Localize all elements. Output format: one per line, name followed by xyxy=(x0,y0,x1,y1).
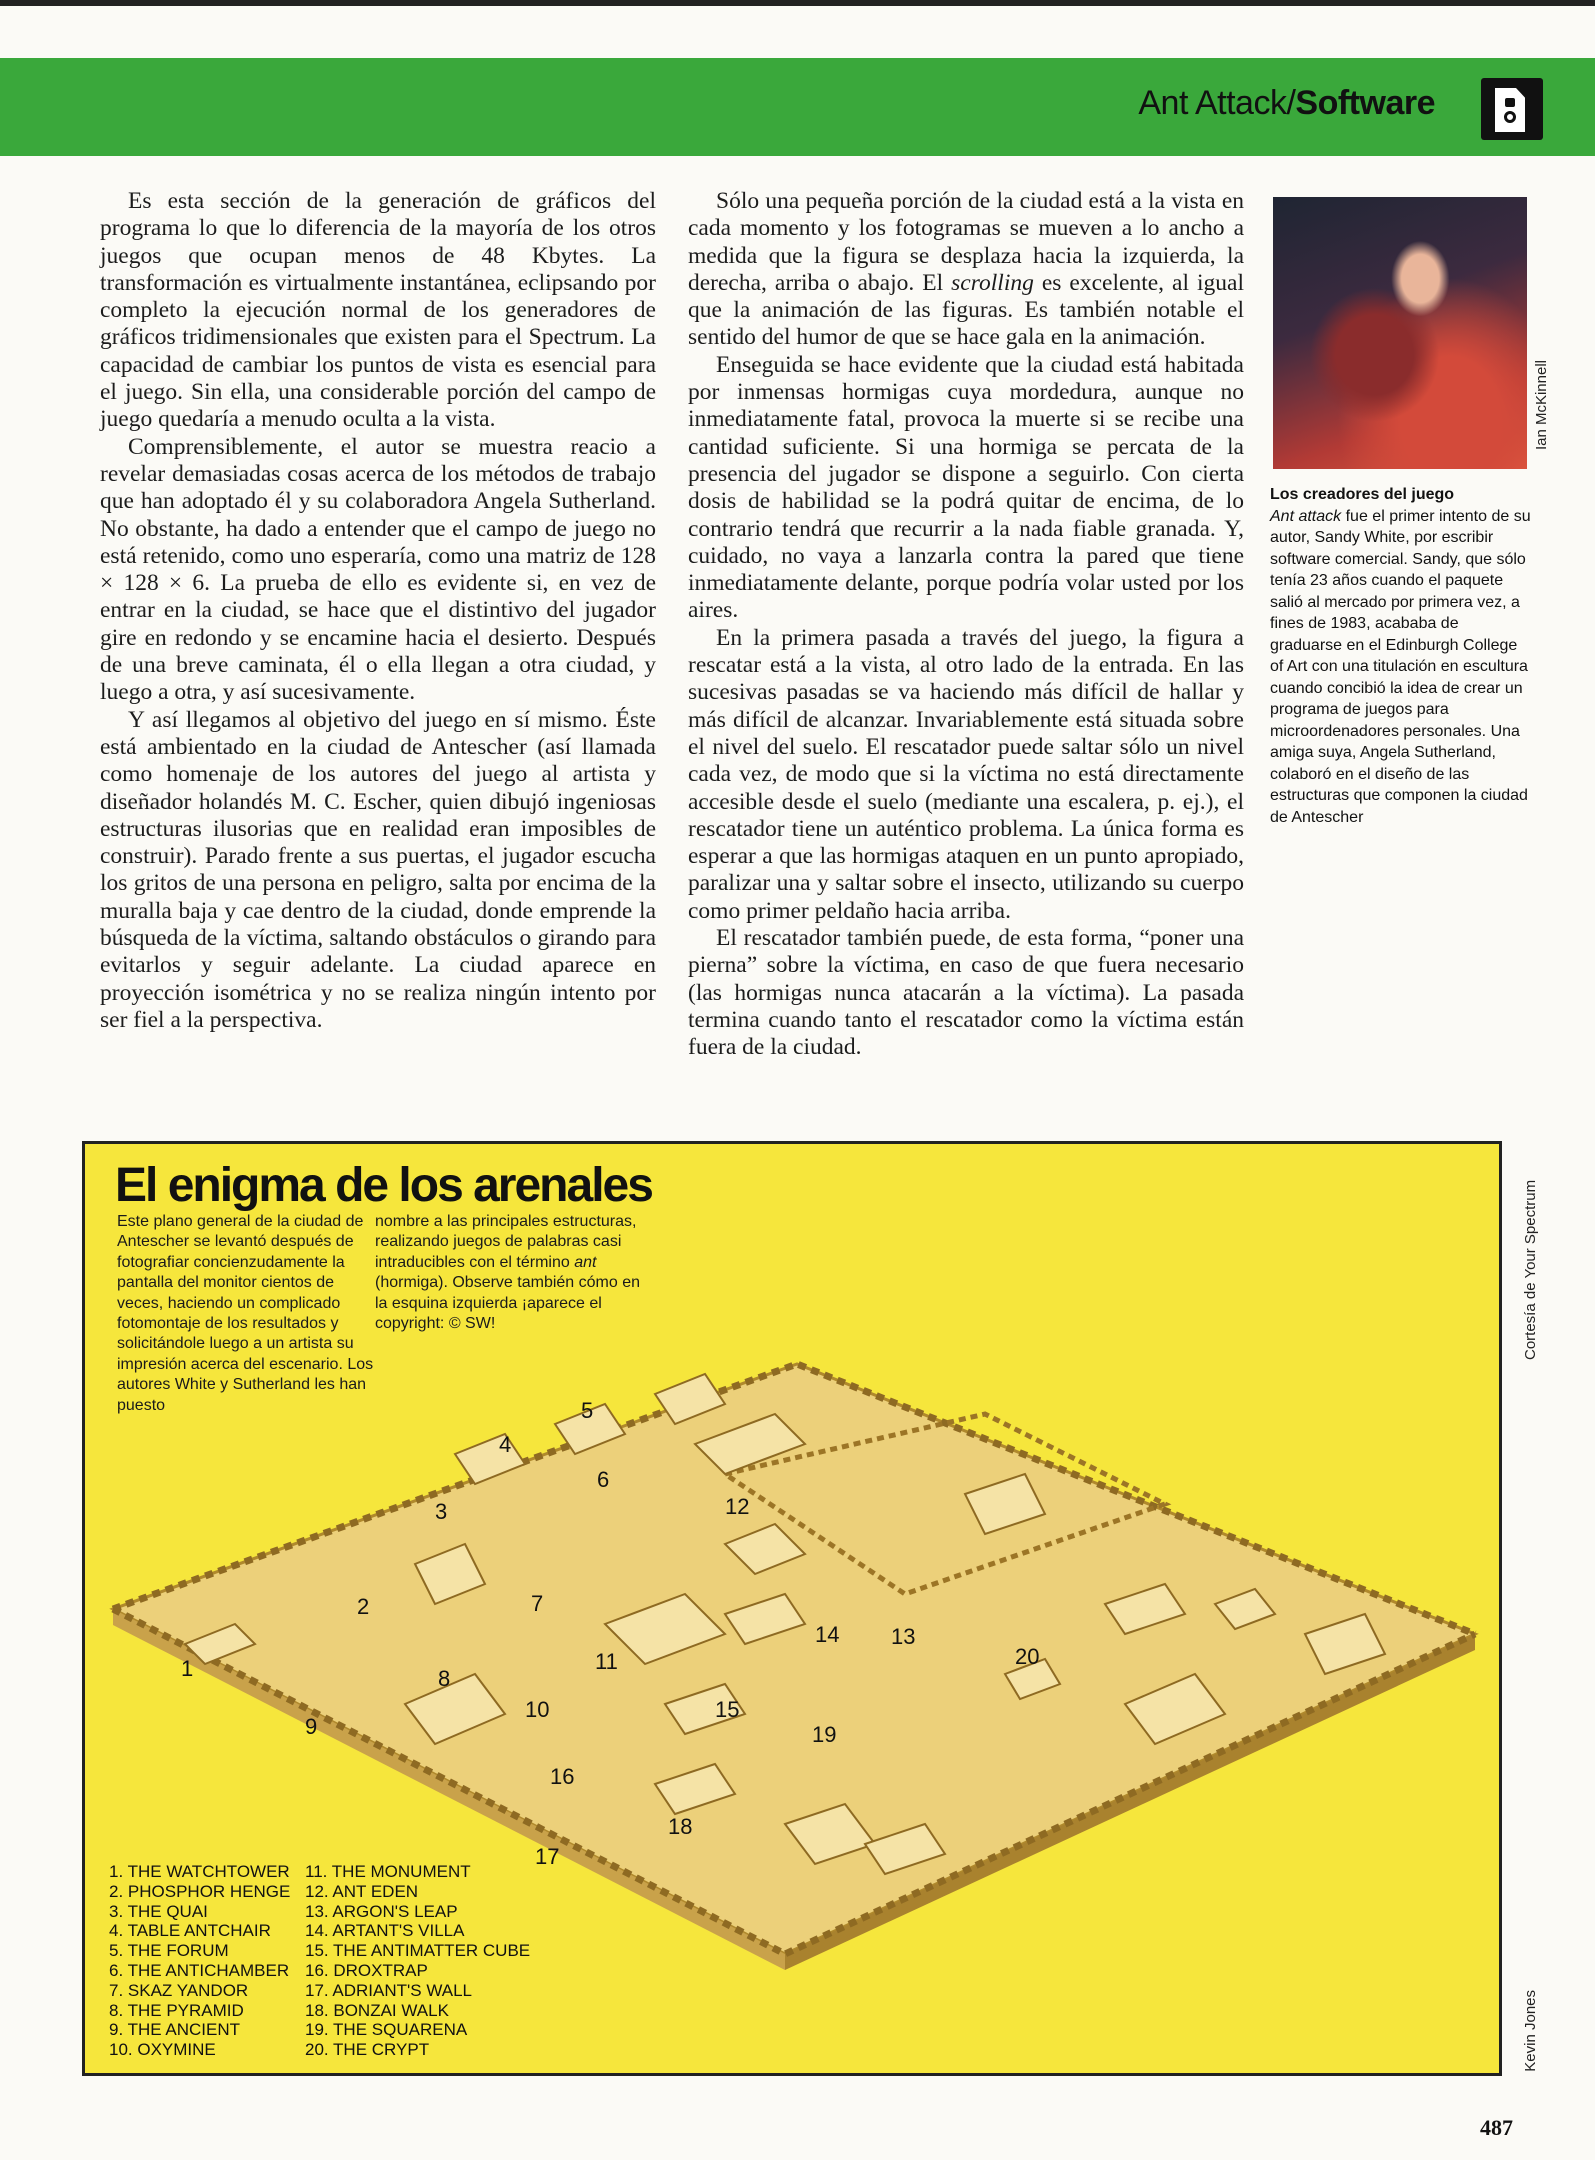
map-number: 10 xyxy=(525,1697,550,1722)
legend-right xyxy=(305,1862,530,2060)
legend-item: 8. THE PYRAMID xyxy=(109,2000,244,2020)
map-number: 7 xyxy=(531,1591,544,1616)
paragraph: El rescatador también puede, de esta forma, “poner una pierna” sobre la víctima, en caso de que fuera necesario (las hormigas nunca atacarán a la víctima). La pasada termina cuando tanto el rescatador como la víctima están fuera de la ciudad. xyxy=(688,925,1244,1061)
legend-item: 5. THE FORUM xyxy=(109,1941,229,1961)
map-number: 16 xyxy=(550,1764,575,1789)
map-number: 13 xyxy=(891,1624,916,1649)
map-number: 18 xyxy=(668,1814,693,1839)
author-photo xyxy=(1273,197,1527,469)
legend-item: 14. ARTANT'S VILLA xyxy=(305,1921,465,1941)
header-category: Software xyxy=(1295,84,1435,122)
map-panel xyxy=(82,1141,1502,2076)
legend-item: 6. THE ANTICHAMBER xyxy=(109,1960,290,1980)
map-number: 15 xyxy=(715,1697,740,1722)
paragraph: Sólo una pequeña porción de la ciudad está a la vista en cada momento y los fotogramas se mueven a lo ancho a medida que la figura se desplaza hacia la izquierda, la derecha, arriba o abajo. El scrolling es excelente, al igual que la animación de las figuras. Es también notable el sentido del humor de que se hace gala en la animación. xyxy=(688,188,1244,351)
legend-item: 3. THE QUAI xyxy=(109,1901,208,1921)
map-number: 3 xyxy=(435,1499,448,1524)
legend-item: 11. THE MONUMENT xyxy=(305,1862,471,1881)
map-number: 19 xyxy=(812,1722,837,1747)
legend-left xyxy=(109,1862,290,2060)
map-number: 12 xyxy=(725,1494,750,1519)
legend-item: 10. OXYMINE xyxy=(109,2040,216,2060)
panel-intro-2: nombre a las principales estructuras, realizando juegos de palabras casi intraducibles con el término ant (hormiga). Observe también cómo en la esquina izquierda ¡aparece el copyright: © SW! xyxy=(375,1213,640,1333)
map-number: 14 xyxy=(815,1622,840,1647)
legend-item: 9. THE ANCIENT xyxy=(109,2020,240,2040)
paragraph: Enseguida se hace evidente que la ciudad está habitada por inmensas hormigas cuya mordedura, aunque no inmediatamente fatal, provoca la muerte si se recibe una cantidad suficiente. Si una hormiga se percata de la presencia del jugador se dispone a seguirlo. Con cierta dosis de habilidad se la podrá quitar de encima, de lo contrario tendrá que recurrir a la nada fiable granada. Y, cuidado, no vaya a lanzarla contra la pared que tiene inmediatamente delante, porque podría volar usted por los aires. xyxy=(688,351,1244,624)
article-column-1 xyxy=(100,188,656,1034)
map-number: 5 xyxy=(581,1398,594,1423)
legend-item: 1. THE WATCHTOWER xyxy=(109,1862,290,1881)
top-rule xyxy=(0,0,1595,6)
map-number: 4 xyxy=(499,1432,512,1457)
page-number: 487 xyxy=(1480,2115,1513,2140)
paragraph: En la primera pasada a través del juego, la figura a rescatar está a la vista, al otro lado de la entrada. En las sucesivas pasadas se va haciendo más difícil de hallar y más difícil de alcanzar. Invariablemente está situada sobre el nivel del suelo. El rescatador puede saltar sólo un nivel cada vez, de modo que si la víctima no está directamente accesible desde el suelo (mediante una escalera, p. ej.), el rescatador tiene un auténtico problema. La única forma es esperar a que las hormigas ataquen en un punto apropiado, paralizar una y saltar sobre el insecto, utilizando su cuerpo como primer peldaño hacia arriba. xyxy=(688,624,1244,924)
legend-item: 12. ANT EDEN xyxy=(305,1881,419,1901)
panel-credit-right: Cortesía de Your Spectrum xyxy=(1522,1179,1539,1360)
article-column-2 xyxy=(688,188,1244,1062)
legend-item: 7. SKAZ YANDOR xyxy=(109,1980,249,2000)
map-number: 11 xyxy=(595,1649,618,1674)
caption-title: Los creadores del juego xyxy=(1270,486,1455,503)
legend-item: 19. THE SQUARENA xyxy=(305,2020,468,2040)
map-number: 9 xyxy=(305,1714,318,1739)
legend-item: 13. ARGON'S LEAP xyxy=(305,1901,458,1921)
legend-item: 15. THE ANTIMATTER CUBE xyxy=(305,1941,531,1961)
legend-item: 16. DROXTRAP xyxy=(305,1960,428,1980)
panel-credit-bottom: Kevin Jones xyxy=(1522,1990,1539,2072)
map-number: 20 xyxy=(1015,1644,1040,1669)
legend-item: 20. THE CRYPT xyxy=(305,2040,430,2060)
legend-item: 2. PHOSPHOR HENGE xyxy=(109,1881,291,1901)
map-number: 8 xyxy=(438,1666,451,1691)
paragraph: Es esta sección de la generación de gráficos del programa lo que lo diferencia de la mayoría de los otros juegos que ocupan menos de 48 Kbytes. La transformación es virtualmente instantánea, eclipsando por completo la ejecución normal de los generadores de gráficos tridimensionales que existen para el Spectrum. La capacidad de cambiar los puntos de vista es esencial para el juego. Sin ella, una considerable porción del campo de juego quedaría a menudo oculta a la vista. xyxy=(100,188,656,433)
running-header xyxy=(1138,84,1435,123)
paragraph: Comprensiblemente, el autor se muestra reacio a revelar demasiadas cosas acerca de los métodos de trabajo que han adoptado él y su colaboradora Angela Sutherland. No obstante, ha dado a entender que el campo de juego no está retenido, como uno esperaría, como una matriz de 128 × 128 × 6. La prueba de ello es evidente si, en vez de entrar en la ciudad, se hace que el distintivo del jugador gire en redondo y se encamine hacia el desierto. Después de una breve caminata, él o ella llegan a otra ciudad, y luego a otra, y así sucesivamente. xyxy=(100,433,656,706)
panel-intro-1: Este plano general de la ciudad de Antescher se levantó después de fotografiar concienzudamente la pantalla del monitor cientos de veces, haciendo un complicado fotomontaje de los resultados y solicitándole luego a un artista su impresión acerca del escenario. Los autores White y Sutherland les han puesto xyxy=(117,1213,374,1414)
paragraph: Y así llegamos al objetivo del juego en sí mismo. Éste está ambientado en la ciudad de Antescher (así llamada como homenaje de los autores del juego al artista y diseñador holandés M. C. Escher, quien dibujó ingeniosas estructuras ilusorias que en realidad eran imposibles de construir). Parado frente a sus puertas, el jugador escucha los gritos de una persona en peligro, salta por encima de la muralla baja y cae dentro de la ciudad, donde emprende la búsqueda de la víctima, saltando obstáculos o girando para evitarlos y seguir adelante. La ciudad aparece en proyección isométrica y no se realiza ningún intento por ser fiel a la perspectiva. xyxy=(100,706,656,1033)
legend-item: 17. ADRIANT'S WALL xyxy=(305,1980,473,2000)
floppy-disk-icon xyxy=(1481,78,1543,140)
legend-item: 18. BONZAI WALK xyxy=(305,2000,449,2020)
photo-credit: Ian McKinnell xyxy=(1533,360,1550,451)
map-number: 2 xyxy=(357,1594,370,1619)
panel-title: El enigma de los arenales xyxy=(115,1159,652,1212)
map-number: 1 xyxy=(181,1656,194,1681)
map-number: 6 xyxy=(597,1467,610,1492)
photo-caption: Los creadores del juego Ant attack fue el primer intento de su autor, Sandy White, por escribir software comercial. Sandy, que sólo tenía 23 años cuando el paquete salió al mercado por primera vez, a fines de 1983, acababa de graduarse en el Edinburgh College of Art con una titulación en escultura cuando concibió la idea de crear un programa de juegos para microordenadores personales. Una amiga suya, Angela Sutherland, colaboró en el diseño de las estructuras que componen la ciudad de Antescher xyxy=(1270,484,1534,828)
legend-item: 4. TABLE ANTCHAIR xyxy=(109,1921,271,1941)
map-number: 17 xyxy=(535,1844,560,1869)
header-section: Ant Attack/ xyxy=(1138,84,1296,122)
